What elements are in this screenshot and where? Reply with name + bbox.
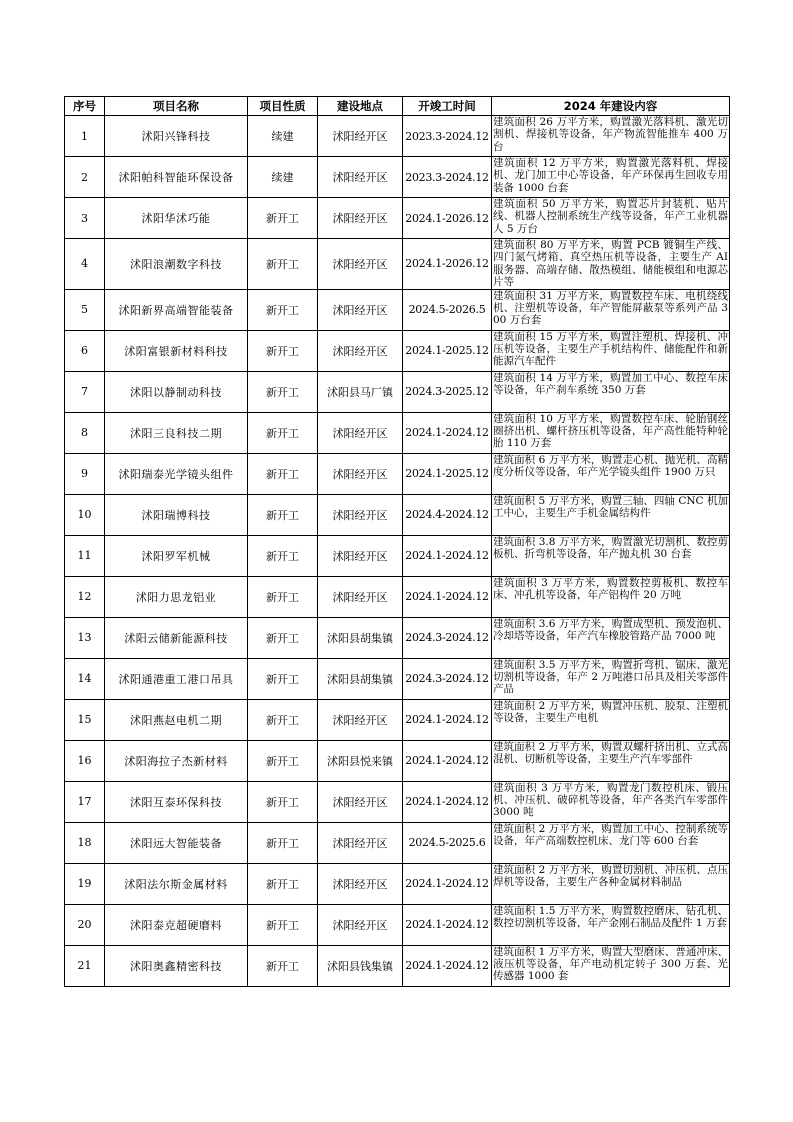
cell-project-type: 新开工 <box>248 945 318 986</box>
cell-content: 建筑面积 3.8 万平方米，购置激光切割机、数控剪板机、折弯机等设备，年产抛丸机 30 台套 <box>492 535 730 576</box>
header-period: 开竣工时间 <box>403 97 492 116</box>
cell-project-type: 新开工 <box>248 198 318 239</box>
cell-content: 建筑面积 14 万平方米，购置加工中心、数控车床等设备，年产刹车系统 350 万套 <box>492 371 730 412</box>
cell-project-type: 新开工 <box>248 371 318 412</box>
table-row <box>65 289 730 330</box>
cell-period: 2024.1-2024.12 <box>403 576 492 617</box>
table-row <box>65 330 730 371</box>
cell-project-name: 沭阳三良科技二期 <box>105 412 248 453</box>
cell-period: 2024.1-2026.12 <box>403 198 492 239</box>
cell-content: 建筑面积 80 万平方米，购置 PCB 镀铜生产线、四门氮气烤箱、真空热压机等设备，主要生产 AI 服务器、高端存储、散热模组、储能模组和电源芯片等 <box>493 239 728 289</box>
cell-location: 沭阳县马厂镇 <box>318 371 403 412</box>
table-row <box>65 157 730 198</box>
cell-location: 沭阳经开区 <box>318 157 403 198</box>
cell-content: 建筑面积 6 万平方米，购置走心机、抛光机、高精度分析仪等设备，年产光学镜头组件 1900 万只 <box>492 453 730 494</box>
cell-project-name: 沭阳瑞博科技 <box>105 494 248 535</box>
cell-period: 2024.1-2024.12 <box>403 535 492 576</box>
cell-seq: 9 <box>65 453 105 494</box>
table-row <box>65 945 730 986</box>
cell-project-name: 沭阳奥鑫精密科技 <box>105 945 248 986</box>
cell-location: 沭阳经开区 <box>318 535 403 576</box>
cell-period: 2024.3-2024.12 <box>403 617 492 658</box>
table-row <box>65 198 730 239</box>
table-row <box>65 781 730 822</box>
cell-project-type: 续建 <box>248 116 318 157</box>
cell-seq: 15 <box>65 699 105 740</box>
cell-project-name: 沭阳燕赵电机二期 <box>105 699 248 740</box>
cell-location: 沭阳经开区 <box>318 239 403 290</box>
cell-content: 建筑面积 3 万平方米，购置数控剪板机、数控车床、冲孔机等设备，年产铝构件 20 万吨 <box>492 576 730 617</box>
header-content: 2024 年建设内容 <box>492 97 730 116</box>
header-project-type: 项目性质 <box>248 97 318 116</box>
cell-period: 2024.5-2026.5 <box>403 289 492 330</box>
cell-project-name: 沭阳远大智能装备 <box>105 822 248 863</box>
cell-location: 沭阳经开区 <box>318 412 403 453</box>
cell-project-name: 沭阳以静制动科技 <box>105 371 248 412</box>
cell-location: 沭阳经开区 <box>318 330 403 371</box>
cell-location: 沭阳经开区 <box>318 494 403 535</box>
cell-location: 沭阳经开区 <box>318 116 403 157</box>
cell-project-name: 沭阳富银新材料科技 <box>105 330 248 371</box>
cell-location: 沭阳经开区 <box>318 289 403 330</box>
cell-location: 沭阳经开区 <box>318 822 403 863</box>
project-table <box>64 96 730 987</box>
table-row <box>65 535 730 576</box>
cell-content: 建筑面积 2 万平方米，购置加工中心、控制系统等设备，年产高端数控机床、龙门等 600 台套 <box>492 822 730 863</box>
table-row <box>65 822 730 863</box>
cell-project-type: 新开工 <box>248 412 318 453</box>
cell-project-name: 沭阳罗军机械 <box>105 535 248 576</box>
cell-period: 2024.1-2025.12 <box>403 330 492 371</box>
cell-project-name: 沭阳泰克超硬磨料 <box>105 904 248 945</box>
cell-project-name: 沭阳法尔斯金属材料 <box>105 863 248 904</box>
cell-content: 建筑面积 15 万平方米，购置注塑机、焊接机、冲压机等设备，主要生产手机结构件、储能配件和新能源汽车配件 <box>492 330 730 371</box>
cell-project-type: 续建 <box>248 157 318 198</box>
cell-seq: 16 <box>65 740 105 781</box>
cell-location: 沭阳经开区 <box>318 576 403 617</box>
cell-seq: 10 <box>65 494 105 535</box>
table-body <box>65 116 730 987</box>
cell-location: 沭阳经开区 <box>318 904 403 945</box>
cell-project-type: 新开工 <box>248 740 318 781</box>
cell-seq: 1 <box>65 116 105 157</box>
cell-project-name: 沭阳云储新能源科技 <box>105 617 248 658</box>
table-row <box>65 863 730 904</box>
cell-location: 沭阳县胡集镇 <box>318 617 403 658</box>
table-row <box>65 617 730 658</box>
cell-project-type: 新开工 <box>248 576 318 617</box>
header-seq: 序号 <box>65 97 105 116</box>
cell-period: 2023.3-2024.12 <box>403 116 492 157</box>
cell-seq: 13 <box>65 617 105 658</box>
table-row <box>65 453 730 494</box>
table-row <box>65 494 730 535</box>
cell-location: 沭阳经开区 <box>318 453 403 494</box>
cell-period: 2023.3-2024.12 <box>403 157 492 198</box>
cell-project-type: 新开工 <box>248 904 318 945</box>
table-row <box>65 576 730 617</box>
cell-project-type: 新开工 <box>248 535 318 576</box>
cell-seq: 21 <box>65 945 105 986</box>
table-row <box>65 904 730 945</box>
header-location: 建设地点 <box>318 97 403 116</box>
cell-location: 沭阳县胡集镇 <box>318 658 403 699</box>
table-row <box>65 658 730 699</box>
cell-project-type: 新开工 <box>248 239 318 290</box>
cell-project-type: 新开工 <box>248 699 318 740</box>
cell-location: 沭阳经开区 <box>318 781 403 822</box>
cell-seq: 17 <box>65 781 105 822</box>
cell-location: 沭阳经开区 <box>318 863 403 904</box>
cell-project-name: 沭阳浪潮数字科技 <box>105 239 248 290</box>
table-row <box>65 740 730 781</box>
cell-project-type: 新开工 <box>248 863 318 904</box>
cell-project-name: 沭阳瑞泰光学镜头组件 <box>105 453 248 494</box>
cell-project-name: 沭阳互泰环保科技 <box>105 781 248 822</box>
cell-period: 2024.3-2024.12 <box>403 658 492 699</box>
cell-period: 2024.3-2025.12 <box>403 371 492 412</box>
cell-seq: 6 <box>65 330 105 371</box>
cell-seq: 11 <box>65 535 105 576</box>
cell-project-type: 新开工 <box>248 617 318 658</box>
cell-content: 建筑面积 2 万平方米，购置双螺杆挤出机、立式高混机、切断机等设备，主要生产汽车零部件 <box>492 740 730 781</box>
cell-period: 2024.1-2024.12 <box>403 699 492 740</box>
cell-content: 建筑面积 50 万平方米，购置芯片封装机、贴片线、机器人控制系统生产线等设备，年产工业机器人 5 万台 <box>492 198 730 239</box>
cell-period: 2024.4-2024.12 <box>403 494 492 535</box>
cell-seq: 12 <box>65 576 105 617</box>
cell-content: 建筑面积 2 万平方米，购置冲压机、胶泵、注塑机等设备，主要生产电机 <box>492 699 730 740</box>
cell-project-type: 新开工 <box>248 658 318 699</box>
cell-period: 2024.1-2024.12 <box>403 412 492 453</box>
cell-project-type: 新开工 <box>248 822 318 863</box>
cell-project-type: 新开工 <box>248 330 318 371</box>
cell-location: 沭阳经开区 <box>318 198 403 239</box>
cell-project-name: 沭阳海拉子杰新材料 <box>105 740 248 781</box>
table-row <box>65 116 730 157</box>
cell-period: 2024.1-2024.12 <box>403 945 492 986</box>
cell-content: 建筑面积 12 万平方米，购置激光落料机、焊接机、龙门加工中心等设备，年产环保再生回收专用装备 1000 台套 <box>492 157 730 198</box>
cell-period: 2024.1-2025.12 <box>403 453 492 494</box>
cell-period: 2024.1-2024.12 <box>403 863 492 904</box>
cell-project-name: 沭阳帕科智能环保设备 <box>105 157 248 198</box>
cell-seq: 3 <box>65 198 105 239</box>
cell-seq: 4 <box>65 239 105 290</box>
cell-seq: 14 <box>65 658 105 699</box>
cell-seq: 8 <box>65 412 105 453</box>
cell-location: 沭阳县悦来镇 <box>318 740 403 781</box>
cell-project-name: 沭阳兴锋科技 <box>105 116 248 157</box>
cell-seq: 19 <box>65 863 105 904</box>
cell-content: 建筑面积 10 万平方米，购置数控车床、轮胎钢丝圈挤出机、螺杆挤压机等设备，年产高性能特种轮胎 110 万套 <box>492 412 730 453</box>
cell-seq: 18 <box>65 822 105 863</box>
cell-project-name: 沭阳新界高端智能装备 <box>105 289 248 330</box>
cell-content: 建筑面积 5 万平方米，购置三轴、四轴 CNC 机加工中心，主要生产手机金属结构件 <box>492 494 730 535</box>
cell-content: 建筑面积 31 万平方米，购置数控车床、电机绕线机、注塑机等设备，年产智能屏蔽泵等系列产品 300 万台套 <box>492 289 730 330</box>
table-row <box>65 699 730 740</box>
cell-period: 2024.5-2025.6 <box>403 822 492 863</box>
cell-content: 建筑面积 26 万平方米，购置激光落料机、激光切割机、焊接机等设备，年产物流智能推车 400 万台 <box>492 116 730 157</box>
cell-location: 沭阳经开区 <box>318 699 403 740</box>
cell-content: 建筑面积 3.5 万平方米，购置折弯机、锯床、激光切割机等设备，年产 2 万吨港口吊具及相关零部件产品 <box>492 658 730 699</box>
header-project-name: 项目名称 <box>105 97 248 116</box>
cell-project-type: 新开工 <box>248 781 318 822</box>
table-row <box>65 371 730 412</box>
cell-content: 建筑面积 1.5 万平方米，购置数控磨床、钻孔机、数控切割机等设备，年产金刚石制品及配件 1 万套 <box>492 904 730 945</box>
table-header-row <box>65 97 730 116</box>
cell-period: 2024.1-2024.12 <box>403 740 492 781</box>
cell-project-name: 沭阳华沭巧能 <box>105 198 248 239</box>
cell-seq: 5 <box>65 289 105 330</box>
cell-project-name: 沭阳通港重工港口吊具 <box>105 658 248 699</box>
cell-seq: 7 <box>65 371 105 412</box>
cell-content: 建筑面积 3 万平方米，购置龙门数控机床、锻压机、冲压机、破碎机等设备，年产各类汽车零部件 3000 吨 <box>492 781 730 822</box>
cell-project-type: 新开工 <box>248 289 318 330</box>
cell-seq: 2 <box>65 157 105 198</box>
cell-project-type: 新开工 <box>248 453 318 494</box>
cell-period: 2024.1-2024.12 <box>403 904 492 945</box>
cell-content: 建筑面积 1 万平方米，购置大型磨床、普通冲床、液压机等设备，年产电动机定转子 300 万套、光传感器 1000 套 <box>492 945 730 986</box>
table-row <box>65 412 730 453</box>
cell-content: 建筑面积 3.6 万平方米，购置成型机、预发泡机、冷却塔等设备，年产汽车橡胶管路产品 7000 吨 <box>492 617 730 658</box>
cell-content: 建筑面积 2 万平方米，购置切割机、冲压机、点压焊机等设备，主要生产各种金属材料制品 <box>492 863 730 904</box>
cell-seq: 20 <box>65 904 105 945</box>
cell-period: 2024.1-2024.12 <box>403 781 492 822</box>
cell-location: 沭阳县钱集镇 <box>318 945 403 986</box>
table-row <box>65 239 730 290</box>
cell-period: 2024.1-2026.12 <box>403 239 492 290</box>
cell-project-type: 新开工 <box>248 494 318 535</box>
cell-project-name: 沭阳力思龙铝业 <box>105 576 248 617</box>
